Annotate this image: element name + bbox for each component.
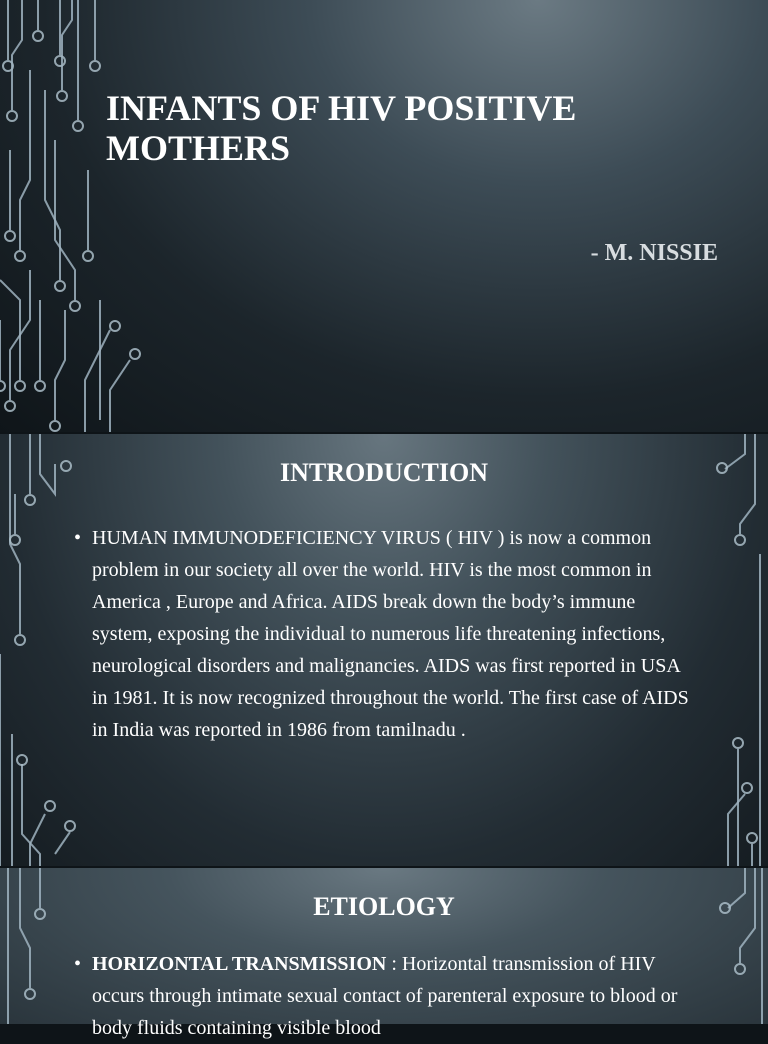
title-slide [0, 0, 768, 432]
bullet-item: • HUMAN IMMUNODEFICIENCY VIRUS ( HIV ) is now a common problem in our society all over the world. HIV is the most common in America , Europe and Africa. AIDS break down the body’s immune system, exposing the individual to numerous life threatening infections, neurological disorders and malignancies. AIDS was first reported in USA in 1981. It is now recognized throughout the world. The first case of AIDS in India was reported in 1986 from tamilnadu . [74, 522, 694, 746]
author-name: - M. NISSIE [590, 240, 718, 266]
introduction-slide [0, 434, 768, 866]
section-heading: INTRODUCTION [279, 458, 489, 487]
circuit-decoration-left [0, 0, 768, 432]
bullet-text: : Horizontal transmission of HIV occurs through intimate sexual contact of parenteral exposure to blood or body fluids containing visible blood [92, 953, 678, 1039]
presentation-title: INFANTS OF HIV POSITIVE MOTHERS [106, 88, 577, 168]
etiology-slide [0, 868, 768, 1039]
bullet-list [74, 522, 694, 746]
section-heading: ETIOLOGY [313, 892, 455, 921]
bullet-label: HORIZONTAL TRANSMISSION [92, 953, 387, 975]
bullet-list [74, 948, 694, 1044]
bullet-item [74, 948, 694, 1044]
